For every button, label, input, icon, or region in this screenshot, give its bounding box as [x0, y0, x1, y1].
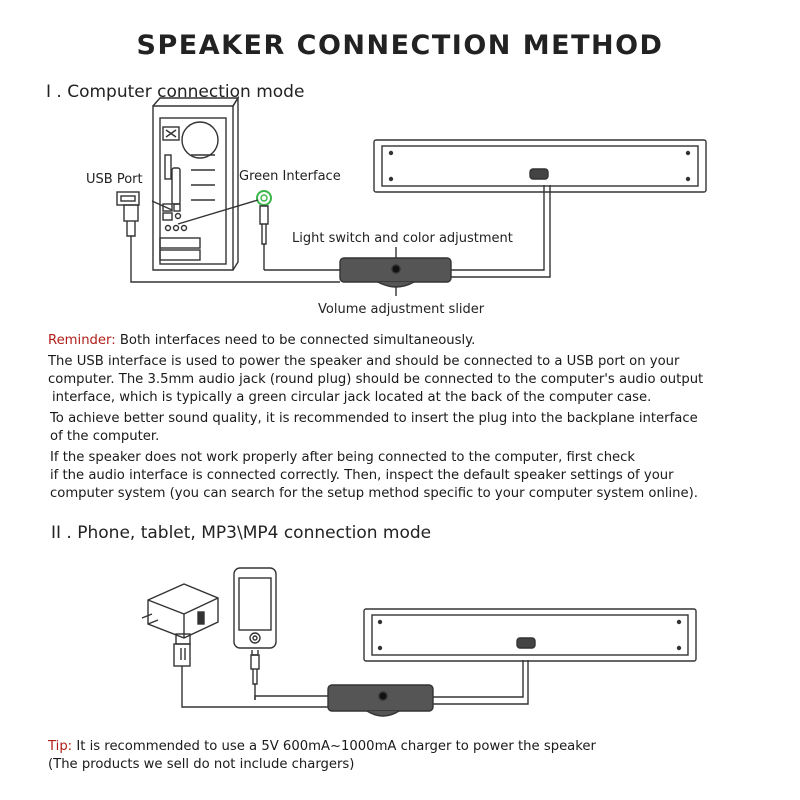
section1-heading: I . Computer connection mode: [46, 82, 305, 102]
usb-plug-icon: [117, 192, 139, 270]
usb-port-label: USB Port: [86, 172, 143, 187]
text-line: computer system (you can search for the setup method specific to your computer system online).: [50, 486, 698, 501]
page-title: SPEAKER CONNECTION METHOD: [136, 30, 664, 61]
green-interface-label: Green Interface: [239, 169, 341, 184]
charger-note: (The products we sell do not include chargers): [48, 757, 355, 772]
paragraph-quality: [50, 410, 698, 446]
text-line: The USB interface is used to power the speaker and should be connected to a USB port on your: [48, 354, 680, 369]
volume-slider-label: Volume adjustment slider: [318, 302, 485, 317]
speaker-bar-icon: [364, 609, 696, 661]
text-line: To achieve better sound quality, it is recommended to insert the plug into the backplane interface: [50, 411, 698, 426]
tip-label: Tip:: [48, 739, 73, 754]
paragraph-usb: [48, 353, 703, 407]
text-line: if the audio interface is connected correctly. Then, inspect the default speaker settings of your: [50, 468, 674, 483]
phone-icon: [234, 568, 276, 700]
speaker-bar-icon: [374, 140, 706, 192]
audio-jack-icon: [260, 206, 268, 270]
section2-heading: II . Phone, tablet, MP3\MP4 connection mode: [51, 523, 432, 543]
charger-icon: [142, 584, 218, 700]
green-jack-icon: [257, 191, 271, 205]
paragraph-troubleshoot: [50, 449, 698, 503]
text-line: computer. The 3.5mm audio jack (round plug) should be connected to the computer's audio output: [48, 372, 704, 387]
computer-case-icon: [153, 98, 238, 270]
controller-icon: [340, 247, 451, 296]
text-line: of the computer.: [50, 429, 160, 444]
reminder-text: Both interfaces need to be connected simultaneously.: [115, 333, 476, 348]
controller-icon: [328, 685, 433, 716]
tip-line: [48, 738, 596, 756]
light-switch-label: Light switch and color adjustment: [292, 231, 513, 246]
text-line: interface, which is typically a green circular jack located at the back of the computer case.: [52, 390, 652, 405]
reminder-line: [48, 332, 475, 350]
tip-text: It is recommended to use a 5V 600mA~1000mA charger to power the speaker: [72, 739, 596, 754]
text-line: If the speaker does not work properly after being connected to the computer, first check: [50, 450, 636, 465]
mobile-diagram: [142, 568, 696, 716]
reminder-label: Reminder:: [48, 333, 116, 348]
